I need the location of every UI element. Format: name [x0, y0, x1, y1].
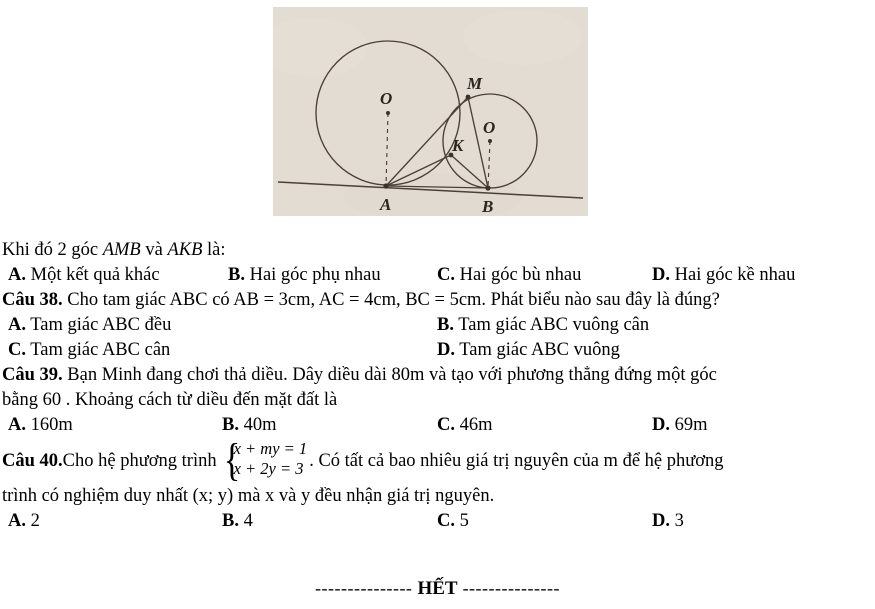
answer-text-a: Tam giác ABC đều [26, 315, 172, 335]
answer-label-a: A. [8, 511, 26, 531]
question-40-text-before: Cho hệ phương trình [62, 450, 217, 471]
answer-label-c: C. [8, 340, 26, 360]
answer-text-b: Hai góc phụ nhau [244, 265, 381, 285]
answer-text-a: 160m [26, 415, 73, 435]
answer-label-a: A. [8, 315, 26, 335]
answer-option-c[interactable] [437, 413, 493, 438]
question-40-text-after: . Có tất cả bao nhiêu giá trị nguyên của m để hệ phương [309, 450, 724, 471]
label-point-a: A [380, 195, 392, 214]
answer-text-b: Tam giác ABC vuông cân [453, 315, 650, 335]
answer-label-a: A. [8, 415, 26, 435]
answer-text-c: Hai góc bù nhau [455, 265, 582, 285]
label-point-m: M [467, 74, 483, 93]
answer-text-b: 4 [238, 511, 253, 531]
answer-label-c: C. [437, 265, 455, 285]
q37-angle-2: AKB [167, 240, 203, 260]
question-40-number: Câu 40. [2, 450, 63, 471]
answer-text-c: 5 [455, 511, 469, 531]
answer-option-c[interactable] [437, 509, 469, 534]
question-39-stem-line-1 [0, 363, 875, 388]
label-center-small: O [483, 118, 496, 137]
answer-label-c: C. [437, 415, 455, 435]
answer-option-d[interactable] [652, 413, 708, 438]
answer-label-b: B. [228, 265, 245, 285]
answer-option-c[interactable] [437, 263, 581, 288]
answer-label-d: D. [652, 265, 670, 285]
answer-option-d[interactable] [437, 338, 620, 363]
answer-option-b[interactable] [228, 263, 381, 288]
geometry-figure [273, 7, 588, 216]
answer-label-b: B. [222, 415, 239, 435]
q37-stem-suffix: là: [202, 240, 226, 260]
question-38-number: Câu 38. [2, 290, 63, 310]
answer-label-d: D. [652, 511, 670, 531]
footer-het-label: HẾT [417, 578, 458, 599]
label-point-k: K [452, 136, 464, 155]
question-38-stem [0, 288, 875, 313]
answer-option-b[interactable] [222, 509, 253, 534]
exam-end-marker [0, 578, 875, 600]
answer-text-a: Một kết quả khác [26, 265, 160, 285]
equation-line-2: x + 2y = 3 [233, 458, 304, 478]
question-38-text: Cho tam giác ABC có AB = 3cm, AC = 4cm, BC = 5cm. Phát biểu nào sau đây là đúng? [62, 290, 720, 310]
label-center-large: O [380, 89, 393, 108]
question-39-text-1: Bạn Minh đang chơi thả diều. Dây diều dài 80m và tạo với phương thẳng đứng một góc [62, 365, 717, 385]
answer-option-d[interactable] [652, 263, 795, 288]
question-39-number: Câu 39. [2, 365, 63, 385]
question-40-stem-line-1 [0, 434, 875, 485]
question-38-answers-row-1 [0, 313, 875, 338]
answer-option-a[interactable] [8, 313, 171, 338]
answer-label-d: D. [652, 415, 670, 435]
equation-line-1: x + my = 1 [233, 438, 308, 458]
question-body [0, 238, 875, 534]
answer-label-b: B. [437, 315, 454, 335]
footer-dashes-right: --------------- [462, 578, 560, 598]
question-39-answers [0, 413, 875, 438]
answer-option-a[interactable] [8, 263, 160, 288]
answer-text-b: 40m [238, 415, 277, 435]
answer-text-d: 3 [670, 511, 684, 531]
equation-system [221, 434, 308, 485]
answer-label-d: D. [437, 340, 455, 360]
answer-text-c: Tam giác ABC cân [26, 340, 171, 360]
answer-option-a[interactable] [8, 413, 73, 438]
answer-text-d: Tam giác ABC vuông [455, 340, 620, 360]
q37-stem-mid: và [140, 240, 168, 260]
question-38-answers-row-2 [0, 338, 875, 363]
label-point-b: B [482, 197, 494, 216]
answer-option-a[interactable] [8, 509, 40, 534]
answer-label-b: B. [222, 511, 239, 531]
answer-label-a: A. [8, 265, 26, 285]
q37-angle-1: AMB [102, 240, 141, 260]
answer-option-d[interactable] [652, 509, 684, 534]
answer-text-a: 2 [26, 511, 40, 531]
answer-text-d: Hai góc kề nhau [670, 265, 796, 285]
question-37-stem [0, 238, 875, 263]
answer-label-c: C. [437, 511, 455, 531]
question-40-stem-line-2: trình có nghiệm duy nhất (x; y) mà x và y đều nhận giá trị nguyên. [2, 486, 495, 506]
q37-stem-prefix: Khi đó 2 góc [2, 240, 103, 260]
answer-option-b[interactable] [437, 313, 649, 338]
answer-text-d: 69m [670, 415, 708, 435]
question-37-answers [0, 263, 875, 288]
question-40-answers [0, 509, 875, 534]
question-39-stem-line-2: bằng 60 . Khoảng cách từ diều đến mặt đất là [2, 390, 338, 410]
answer-text-c: 46m [455, 415, 493, 435]
answer-option-c[interactable] [8, 338, 170, 363]
left-brace-glyph: { [223, 434, 240, 485]
footer-dashes-left: --------------- [315, 578, 413, 598]
